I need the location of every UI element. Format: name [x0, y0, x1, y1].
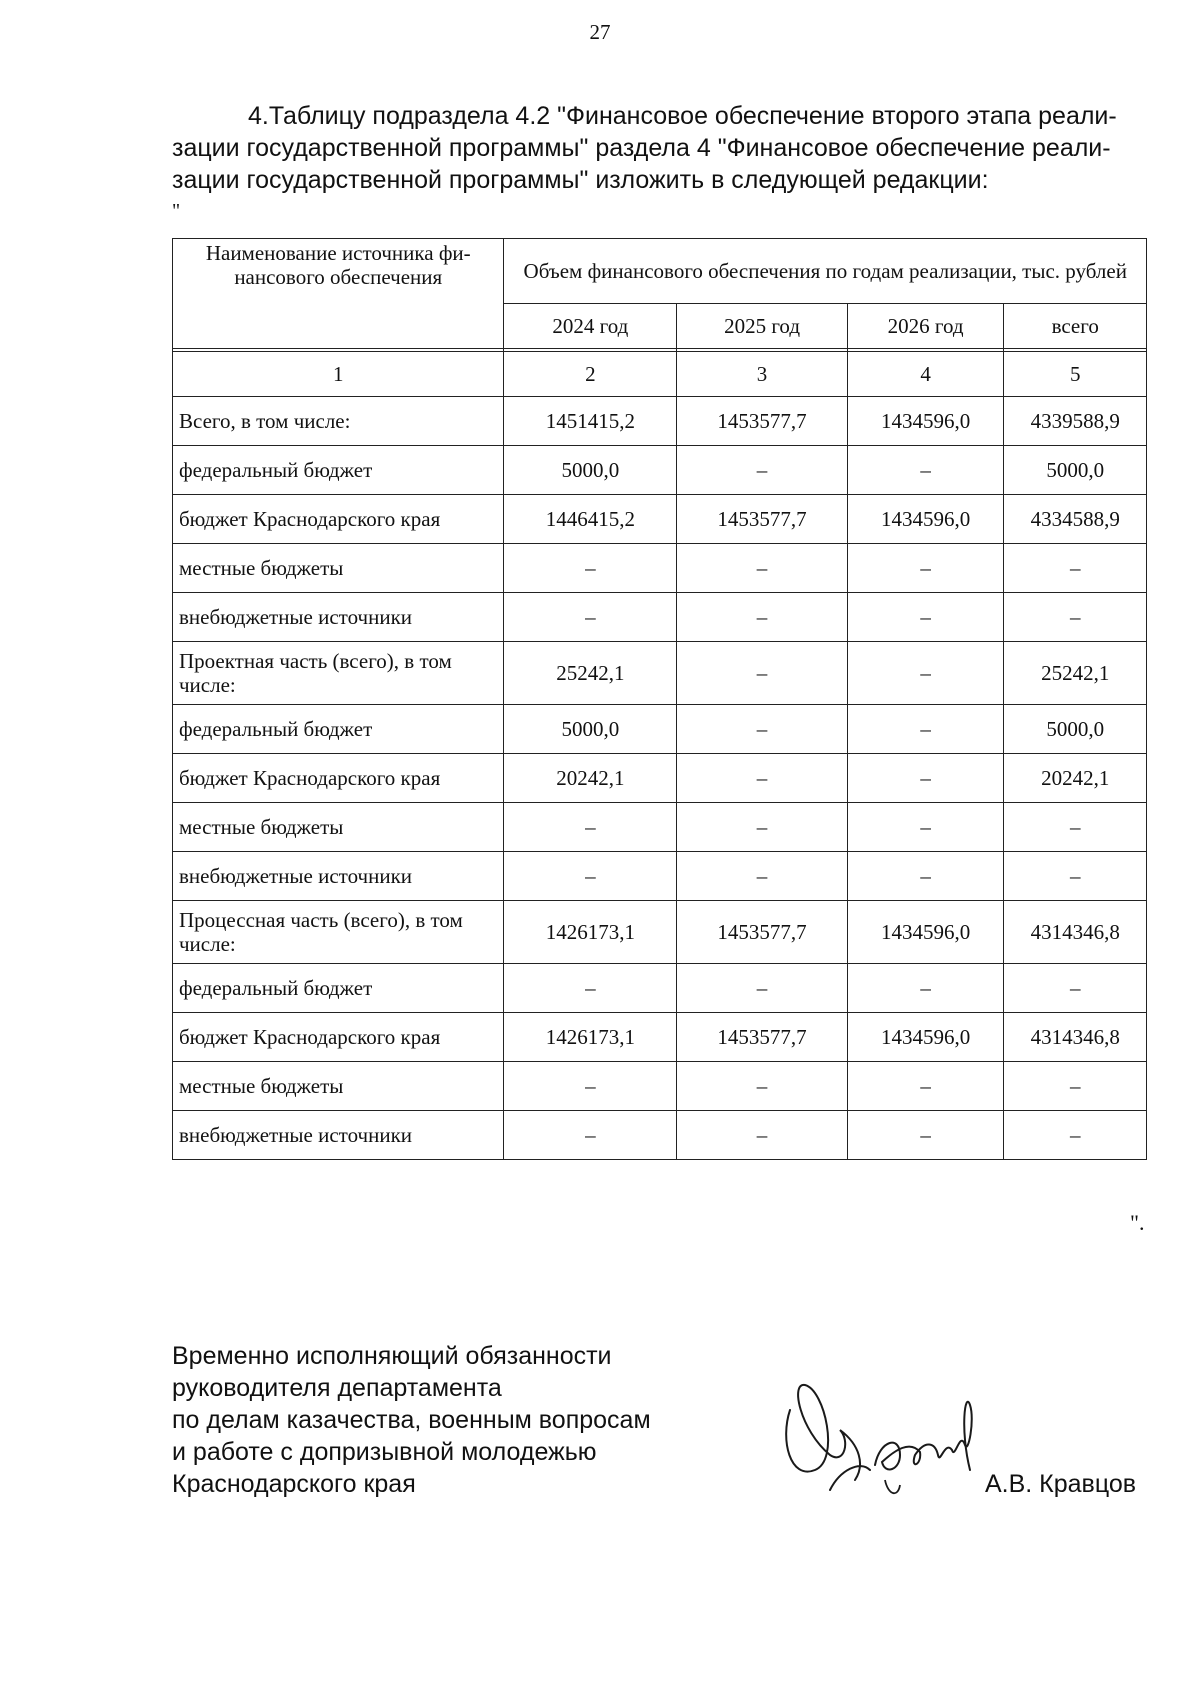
row-value: – [677, 446, 848, 495]
header-year: 2024 год [504, 304, 677, 349]
table-row [173, 446, 1147, 495]
header-volume: Объем финансового обеспечения по годам реализации, тыс. рублей [504, 239, 1147, 304]
header-year: 2026 год [847, 304, 1004, 349]
row-value: 20242,1 [1004, 754, 1147, 803]
row-value: 4314346,8 [1004, 1013, 1147, 1062]
row-label: местные бюджеты [173, 803, 504, 852]
row-value: – [677, 1111, 848, 1160]
row-value: – [1004, 1062, 1147, 1111]
row-value: – [677, 544, 848, 593]
intro-paragraph [172, 100, 1142, 196]
row-value: – [504, 544, 677, 593]
row-value: – [677, 754, 848, 803]
row-label: местные бюджеты [173, 1062, 504, 1111]
row-value: 4339588,9 [1004, 397, 1147, 446]
table-row [173, 642, 1147, 705]
row-value: 4334588,9 [1004, 495, 1147, 544]
row-value: 4314346,8 [1004, 901, 1147, 964]
row-label: федеральный бюджет [173, 964, 504, 1013]
signature-position [172, 1340, 732, 1500]
row-value: – [847, 593, 1004, 642]
column-number: 1 [173, 352, 504, 397]
row-value: 1426173,1 [504, 1013, 677, 1062]
row-value: 25242,1 [504, 642, 677, 705]
row-value: 1434596,0 [847, 397, 1004, 446]
column-number: 2 [504, 352, 677, 397]
table-row [173, 803, 1147, 852]
row-value: 5000,0 [504, 446, 677, 495]
header-source-name: Наименование источника фи-нансового обеспечения [173, 239, 504, 349]
table-row [173, 1013, 1147, 1062]
row-label: внебюджетные источники [173, 593, 504, 642]
row-label: бюджет Краснодарского края [173, 1013, 504, 1062]
row-value: – [847, 642, 1004, 705]
row-value: 1453577,7 [677, 397, 848, 446]
table-row [173, 1111, 1147, 1160]
intro-line: зации государственной программы" изложить в следующей редакции: [172, 166, 989, 194]
row-value: – [847, 852, 1004, 901]
row-value: – [677, 705, 848, 754]
row-value: – [504, 1111, 677, 1160]
table-row [173, 964, 1147, 1013]
row-label: бюджет Краснодарского края [173, 754, 504, 803]
row-value: 1453577,7 [677, 495, 848, 544]
column-number-row [173, 352, 1147, 397]
financing-table [172, 238, 1147, 1160]
row-value: – [504, 1062, 677, 1111]
row-value: 5000,0 [1004, 705, 1147, 754]
row-label: федеральный бюджет [173, 705, 504, 754]
header-year: 2025 год [677, 304, 848, 349]
signature-line: по делам казачества, военным вопросам [172, 1406, 651, 1434]
table-row [173, 705, 1147, 754]
signature-line: руководителя департамента [172, 1374, 502, 1402]
row-label: Проектная часть (всего), в том числе: [173, 642, 504, 705]
row-value: – [1004, 1111, 1147, 1160]
table-row [173, 1062, 1147, 1111]
page-number: 27 [589, 20, 611, 44]
row-value: – [1004, 803, 1147, 852]
row-value: – [847, 1111, 1004, 1160]
table-row [173, 754, 1147, 803]
row-label: Процессная часть (всего), в том числе: [173, 901, 504, 964]
row-value: 20242,1 [504, 754, 677, 803]
row-value: – [1004, 593, 1147, 642]
row-value: – [1004, 964, 1147, 1013]
column-number: 5 [1004, 352, 1147, 397]
signer-name: А.В. Кравцов [985, 1470, 1137, 1498]
row-value: – [504, 593, 677, 642]
row-value: – [847, 803, 1004, 852]
row-value: – [847, 1062, 1004, 1111]
row-value: – [847, 544, 1004, 593]
column-number: 4 [847, 352, 1004, 397]
header-row [173, 239, 1147, 304]
row-value: 1434596,0 [847, 1013, 1004, 1062]
row-value: 1446415,2 [504, 495, 677, 544]
row-value: – [1004, 852, 1147, 901]
intro-line: 4.Таблицу подраздела 4.2 "Финансовое обеспечение второго этапа реали- [248, 102, 1117, 130]
row-value: 1434596,0 [847, 495, 1004, 544]
row-value: 1434596,0 [847, 901, 1004, 964]
table-row [173, 544, 1147, 593]
row-label: федеральный бюджет [173, 446, 504, 495]
row-value: – [504, 964, 677, 1013]
row-value: – [847, 754, 1004, 803]
column-number: 3 [677, 352, 848, 397]
row-value: – [847, 964, 1004, 1013]
row-value: – [847, 705, 1004, 754]
row-value: – [504, 803, 677, 852]
table-row [173, 593, 1147, 642]
row-value: – [1004, 544, 1147, 593]
row-value: – [677, 852, 848, 901]
header-total: всего [1004, 304, 1147, 349]
table-row [173, 852, 1147, 901]
handwritten-signature [770, 1370, 1000, 1510]
row-value: 25242,1 [1004, 642, 1147, 705]
row-value: 1426173,1 [504, 901, 677, 964]
row-value: – [504, 852, 677, 901]
row-label: местные бюджеты [173, 544, 504, 593]
row-value: – [677, 593, 848, 642]
row-value: 5000,0 [1004, 446, 1147, 495]
row-label: внебюджетные источники [173, 852, 504, 901]
close-quote: ". [1130, 1210, 1145, 1235]
signature-line: Временно исполняющий обязанности [172, 1342, 612, 1370]
row-value: – [677, 964, 848, 1013]
table-row [173, 495, 1147, 544]
open-quote: " [172, 200, 181, 222]
row-value: 1453577,7 [677, 1013, 848, 1062]
row-value: 1453577,7 [677, 901, 848, 964]
row-label: внебюджетные источники [173, 1111, 504, 1160]
row-label: Всего, в том числе: [173, 397, 504, 446]
signature-line: Краснодарского края [172, 1470, 416, 1498]
table-row [173, 901, 1147, 964]
row-value: – [677, 642, 848, 705]
intro-line: зации государственной программы" раздела 4 "Финансовое обеспечение реали- [172, 134, 1111, 162]
table-row [173, 397, 1147, 446]
row-value: – [847, 446, 1004, 495]
row-value: – [677, 803, 848, 852]
row-value: – [677, 1062, 848, 1111]
row-value: 5000,0 [504, 705, 677, 754]
signature-line: и работе с допризывной молодежью [172, 1438, 597, 1466]
row-label: бюджет Краснодарского края [173, 495, 504, 544]
row-value: 1451415,2 [504, 397, 677, 446]
